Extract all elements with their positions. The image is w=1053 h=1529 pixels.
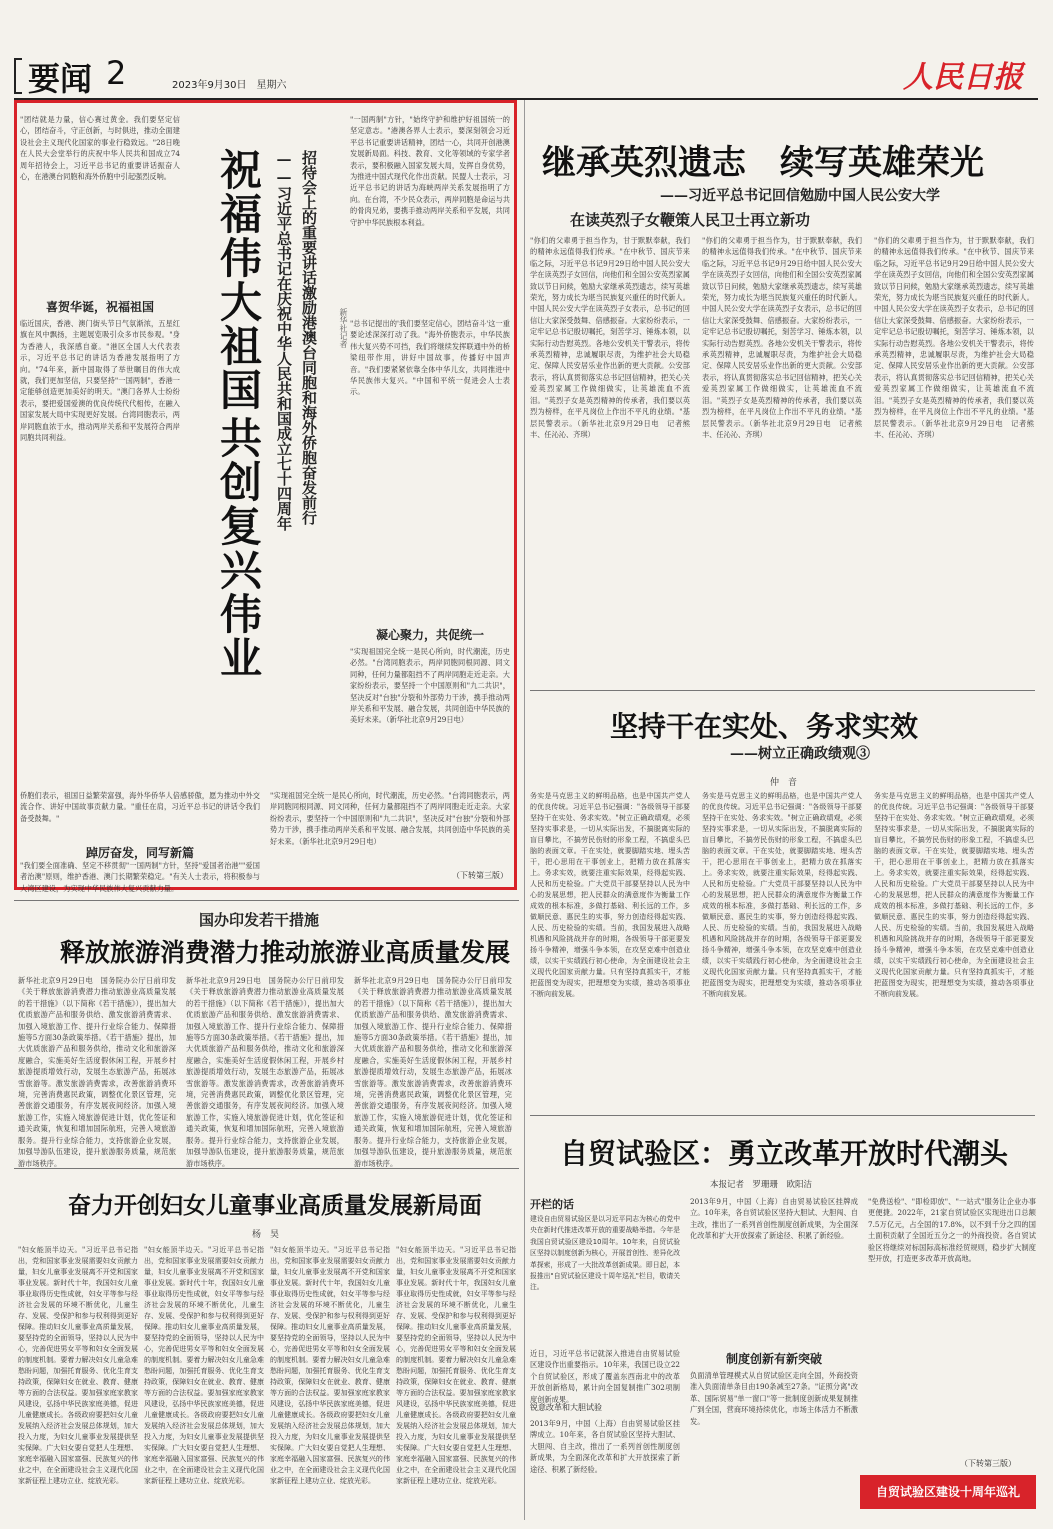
ftz-editor-note: 建设自由贸易试验区是以习近平同志为核心的党中央在新时代推进改革开放的重要战略举措。今年是我国自贸试验区建设10周年。10年来，自贸试验区坚持以制度创新为核心，开展首创性、差异化改革探索，形成了一大批改革创新成果。即日起，本报推出"自贸试验区建设十周年巡礼"栏目，敬请关注。 [530, 1215, 680, 1292]
ftz-col1-heading1: 锐意改革和大胆试验 [530, 1403, 602, 1412]
lead-article [20, 108, 510, 893]
police-body-col2: "你们的父辈勇于担当作为，甘于默默奉献，我们的精神永远值得我们传承。"在中秋节、国庆节来临之际，习近平总书记9月29日给中国人民公安大学在读英烈子女回信，向他们和全国公安英烈家属致以节日问候，勉励大家继承英烈遗志，续写英雄荣光，努力成长为堪当民族复兴重任的时代新人。中国人民公安大学在读英烈子女表示，总书记的回信让大家深受鼓舞、倍感振奋。大家纷纷表示，一定牢记总书记殷切嘱托，刻苦学习、锤炼本领，以实际行动告慰英烈。各地公安机关干警表示，将传承英烈精神，忠诚履职尽责，为维护社会大局稳定、保障人民安居乐业作出新的更大贡献。公安部表示，将认真贯彻落实总书记回信精神，把关心关爱英烈家属工作做细做实，让英雄流血不流泪。"英烈子女是英烈精神的传承者，我们要以英烈为榜样，在平凡岗位上作出不平凡的业绩。"基层民警表示。（新华社北京9月29日电 记者熊丰、任沁沁、齐琪） [702, 236, 862, 439]
lead-col1-last: "我们要全面准确、坚定不移贯彻"一国两制"方针，坚持"爱国者治港""爱国者治澳"原则，维护香港、澳门长期繁荣稳定。"有关人士表示，将积极参与大湾区建设，为实现中华民族伟大复兴贡献力量。 [20, 861, 260, 893]
police-body-col3: "你们的父辈勇于担当作为，甘于默默奉献，我们的精神永远值得我们传承。"在中秋节、国庆节来临之际，习近平总书记9月29日给中国人民公安大学在读英烈子女回信，向他们和全国公安英烈家属致以节日问候，勉励大家继承英烈遗志，续写英雄荣光，努力成长为堪当民族复兴重任的时代新人。中国人民公安大学在读英烈子女表示，总书记的回信让大家深受鼓舞、倍感振奋。大家纷纷表示，一定牢记总书记殷切嘱托，刻苦学习、锤炼本领，以实际行动告慰英烈。各地公安机关干警表示，将传承英烈精神，忠诚履职尽责，为维护社会大局稳定、保障人民安居乐业作出新的更大贡献。公安部表示，将认真贯彻落实总书记回信精神，把关心关爱英烈家属工作做细做实，让英雄流血不流泪。"英烈子女是英烈精神的传承者，我们要以英烈为榜样，在平凡岗位上作出不平凡的业绩。"基层民警表示。（新华社北京9月29日电 记者熊丰、任沁沁、齐琪） [874, 236, 1034, 439]
lead-title-part1: 祝福伟大祖国 [214, 148, 263, 412]
results-body-col3: 务实是马克思主义的鲜明品格，也是中国共产党人的优良传统。习近平总书记强调："各级领导干部要坚持干在实处、务求实效。"树立正确政绩观，必须坚持实事求是，一切从实际出发，不搞脱离实际的盲目攀比，不搞劳民伤财的形象工程，不搞虚头巴脑的表面文章。干在实处，就要脚踏实地、埋头苦干，把心思用在干事创业上，把精力放在抓落实上。务求实效，就要注重实际效果，经得起实践、人民和历史检验。广大党员干部要坚持以人民为中心的发展思想，把人民群众的满意度作为衡量工作成效的根本标准，多做打基础、利长远的工作，多做顺民意、惠民生的实事，努力创造经得起实践、人民、历史检验的实绩。当前，我国发展进入战略机遇和风险挑战并存的时期，各级领导干部更要发扬斗争精神，增强斗争本领，在攻坚克难中创造业绩，以实干实绩践行初心使命，为全面建设社会主义现代化国家贡献力量。只有坚持真抓实干，才能把蓝图变为现实，把理想变为实绩，推动各项事业不断向前发展。 [874, 792, 1034, 998]
tourism-body-col3: 新华社北京9月29日电 国务院办公厅日前印发《关于释放旅游消费潜力推动旅游业高质量发展的若干措施》（以下简称《若干措施》），提出加大优质旅游产品和服务供给、激发旅游消费需求、加强入境旅游工作、提升行业综合能力、保障措施等5方面30条政策举措。《若干措施》提出，加大优质旅游产品和服务供给，推动文化和旅游深度融合，实施美好生活度假休闲工程，开展乡村旅游提质增效行动，发展生态旅游产品，拓展冰雪旅游等。激发旅游消费需求，改善旅游消费环境，完善消费惠民政策，调整优化景区管理，完善旅游交通服务，有序发展夜间经济。加强入境旅游工作，实施入境旅游促进计划，优化签证和通关政策，恢复和增加国际航班，完善入境旅游服务。提升行业综合能力，支持旅游企业发展，加强导游队伍建设，提升旅游服务质量，规范旅游市场秩序。 [354, 976, 512, 1168]
lead-subtitle-line1: ——习近平总书记在庆祝中华人民共和国成立七十四周年 [275, 150, 293, 531]
lead-section3-heading: 凝心聚力，共促统一 [375, 628, 484, 642]
results-subtitle: ——树立正确政绩观③ [730, 746, 870, 762]
column-separator [524, 100, 525, 1520]
women-article [14, 1175, 519, 1520]
rule-tourism-top [14, 900, 519, 901]
lead-col1-bottom: 侨胞们表示，祖国日益繁荣富强，海外华侨华人倍感骄傲，愿为推动中外交流合作、讲好中国故事贡献力量。"重任在肩，习近平总书记的讲话令我们备受鼓舞。" [20, 791, 260, 823]
lead-jump: （下转第三版） [452, 871, 508, 880]
lead-col2-extra: "实现祖国完全统一是民心所向，时代潮流，历史必然。"台湾同胞表示，两岸同胞同根同源、同文同种，任何力量都阻挡不了两岸同胞走近走亲。大家纷纷表示，要坚持一个中国原则和"九二共识"，坚决反对"台独"分裂和外部势力干涉，携手推动两岸关系和平发展、融合发展，共同创造中华民族的美好未来。（新华社北京9月29日电） [270, 791, 510, 846]
lead-col2-bottom: "实现祖国完全统一是民心所向，时代潮流，历史必然。"台湾同胞表示，两岸同胞同根同源、同文同种，任何力量都阻挡不了两岸同胞走近走亲。大家纷纷表示，要坚持一个中国原则和"九二共识"，坚决反对"台独"分裂和外部势力干涉，携手推动两岸关系和平发展、融合发展，共同创造中华民族的美好未来。（新华社北京9月29日电） [350, 647, 510, 725]
date-line: 2023年9月30日 星期六 [172, 80, 287, 91]
police-subtitle2: 在读英烈子女鞭策人民卫士再立新功 [570, 211, 811, 229]
police-title: 继承英烈遗志 续写英雄荣光 [542, 143, 984, 183]
results-author: 仲 音 [770, 778, 798, 788]
section-name: 要闻 [28, 60, 93, 98]
rule-tourism-bottom [14, 1168, 519, 1169]
women-body-col3: "妇女能顶半边天。"习近平总书记指出，党和国家事业发展需要妇女贡献力量，妇女儿童事业发展离不开党和国家事业发展。新时代十年，我国妇女儿童事业取得历史性成就，妇女平等参与经济社会发展的环境不断优化，儿童生存、发展、受保护和参与权利得到更好保障。推动妇女儿童事业高质量发展，要坚持党的全面领导，坚持以人民为中心，完善促进男女平等和妇女全面发展的制度机制。要着力解决妇女儿童急难愁盼问题，加强托育服务、优化生育支持政策，保障妇女在就业、教育、健康等方面的合法权益。要加强家庭家教家风建设，弘扬中华民族家庭美德，促进儿童健康成长。各级政府要把妇女儿童发展纳入经济社会发展总体规划，加大投入力度，为妇女儿童事业发展提供坚实保障。广大妇女要自觉把人生理想、家庭幸福融入国家富强、民族复兴的伟业之中，在全面建设社会主义现代化国家新征程上建功立业、绽放光彩。 [270, 1246, 390, 1485]
ftz-article [530, 1120, 1045, 1520]
lead-section1-heading: 喜贺华诞，祝福祖国 [45, 300, 154, 314]
lead-subtitle-line2: 招待会上的重要讲话激励港澳台同胞和海外侨胞奋发前行 [300, 150, 318, 525]
page-number: 2 [106, 54, 127, 92]
police-subtitle: ——习近平总书记回信勉励中国人民公安大学 [660, 188, 940, 204]
results-body-col1: 务实是马克思主义的鲜明品格，也是中国共产党人的优良传统。习近平总书记强调："各级领导干部要坚持干在实处、务求实效。"树立正确政绩观，必须坚持实事求是，一切从实际出发，不搞脱离实际的盲目攀比，不搞劳民伤财的形象工程，不搞虚头巴脑的表面文章。干在实处，就要脚踏实地、埋头苦干，把心思用在干事创业上，把精力放在抓落实上。务求实效，就要注重实际效果，经得起实践、人民和历史检验。广大党员干部要坚持以人民为中心的发展思想，把人民群众的满意度作为衡量工作成效的根本标准，多做打基础、利长远的工作，多做顺民意、惠民生的实事，努力创造经得起实践、人民、历史检验的实绩。当前，我国发展进入战略机遇和风险挑战并存的时期，各级领导干部更要发扬斗争精神，增强斗争本领，在攻坚克难中创造业绩，以实干实绩践行初心使命，为全面建设社会主义现代化国家贡献力量。只有坚持真抓实干，才能把蓝图变为现实，把理想变为实绩，推动各项事业不断向前发展。 [530, 792, 690, 998]
lead-col1-mid: 临近国庆，香港、澳门街头节日气氛渐浓，五星红旗在风中飘扬，主题展览吸引众多市民参观。"身为香港人，我深感自豪。"港区全国人大代表表示，习近平总书记的讲话为香港发展指明了方向。"74年来，新中国取得了举世瞩目的伟大成就，我们更加坚信，只要坚持"一国两制"，香港一定能够创造更加美好的明天。"澳门各界人士纷纷表示，要把爱国爱澳的优良传统代代相传，在融入国家发展大局中实现更好发展。台湾同胞表示，两岸同胞血浓于水，推动两岸关系和平发展符合两岸同胞共同利益。 [20, 319, 180, 443]
women-body-col2: "妇女能顶半边天。"习近平总书记指出，党和国家事业发展需要妇女贡献力量，妇女儿童事业发展离不开党和国家事业发展。新时代十年，我国妇女儿童事业取得历史性成就，妇女平等参与经济社会发展的环境不断优化，儿童生存、发展、受保护和参与权利得到更好保障。推动妇女儿童事业高质量发展，要坚持党的全面领导，坚持以人民为中心，完善促进男女平等和妇女全面发展的制度机制。要着力解决妇女儿童急难愁盼问题，加强托育服务、优化生育支持政策，保障妇女在就业、教育、健康等方面的合法权益。要加强家庭家教家风建设，弘扬中华民族家庭美德，促进儿童健康成长。各级政府要把妇女儿童发展纳入经济社会发展总体规划，加大投入力度，为妇女儿童事业发展提供坚实保障。广大妇女要自觉把人生理想、家庭幸福融入国家富强、民族复兴的伟业之中，在全面建设社会主义现代化国家新征程上建功立业、绽放光彩。 [144, 1246, 264, 1485]
rule-police [530, 690, 1035, 691]
ftz-jump: （下转第三版） [960, 1459, 1016, 1468]
results-body-col2: 务实是马克思主义的鲜明品格，也是中国共产党人的优良传统。习近平总书记强调："各级领导干部要坚持干在实处、务求实效。"树立正确政绩观，必须坚持实事求是，一切从实际出发，不搞脱离实际的盲目攀比，不搞劳民伤财的形象工程，不搞虚头巴脑的表面文章。干在实处，就要脚踏实地、埋头苦干，把心思用在干事创业上，把精力放在抓落实上。务求实效，就要注重实际效果，经得起实践、人民和历史检验。广大党员干部要坚持以人民为中心的发展思想，把人民群众的满意度作为衡量工作成效的根本标准，多做打基础、利长远的工作，多做顺民意、惠民生的实事，努力创造经得起实践、人民、历史检验的实绩。当前，我国发展进入战略机遇和风险挑战并存的时期，各级领导干部更要发扬斗争精神，增强斗争本领，在攻坚克难中创造业绩，以实干实绩践行初心使命，为全面建设社会主义现代化国家贡献力量。只有坚持真抓实干，才能把蓝图变为现实，把理想变为实绩，推动各项事业不断向前发展。 [702, 792, 862, 998]
lead-title-part2: 共创复兴伟业 [214, 416, 263, 680]
women-title: 奋力开创妇女儿童事业高质量发展新局面 [68, 1192, 482, 1219]
tourism-title: 释放旅游消费潜力推动旅游业高质量发展 [60, 938, 511, 967]
results-title: 坚持干在实处、务求实效 [610, 710, 919, 743]
ftz-col2-heading: 制度创新有新突破 [725, 1352, 822, 1366]
lead-section2-heading: 踔厉奋发，同写新篇 [85, 846, 194, 860]
tourism-kicker: 国办印发若干措施 [199, 911, 320, 929]
police-article [530, 105, 1045, 685]
tourism-article [14, 905, 519, 1168]
ftz-col2-top: 2013年9月，中国（上海）自由贸易试验区挂牌成立。10年来，各自贸试验区坚持大胆试、大胆闯、自主改，推出了一系列首创性制度创新成果，为全面深化改革和扩大开放探索了新途径、积累了新经验。 [690, 1197, 858, 1241]
lead-col1-top: "团结就是力量，信心赛过黄金。我们要坚定信心，团结奋斗，守正创新，与时俱进，推动全面建设社会主义现代化国家的事业行稳致远。"28日晚在人民大会堂举行的庆祝中华人民共和国成立74周年招待会上，习近平总书记的重要讲话振奋人心，在港澳台同胞和海外侨胞中引起强烈反响。 [20, 115, 180, 182]
police-body-col1: "你们的父辈勇于担当作为，甘于默默奉献，我们的精神永远值得我们传承。"在中秋节、国庆节来临之际，习近平总书记9月29日给中国人民公安大学在读英烈子女回信，向他们和全国公安英烈家属致以节日问候，勉励大家继承英烈遗志，续写英雄荣光，努力成长为堪当民族复兴重任的时代新人。中国人民公安大学在读英烈子女表示，总书记的回信让大家深受鼓舞、倍感振奋。大家纷纷表示，一定牢记总书记殷切嘱托，刻苦学习、锤炼本领，以实际行动告慰英烈。各地公安机关干警表示，将传承英烈精神，忠诚履职尽责，为维护社会大局稳定、保障人民安居乐业作出新的更大贡献。公安部表示，将认真贯彻落实总书记回信精神，把关心关爱英烈家属工作做细做实，让英雄流血不流泪。"英烈子女是英烈精神的传承者，我们要以英烈为榜样，在平凡岗位上作出不平凡的业绩。"基层民警表示。（新华社北京9月29日电 记者熊丰、任沁沁、齐琪） [530, 236, 690, 439]
lead-col2-top: "一国两制"方针，"始终守护和维护好祖国统一的坚定意志。"港澳各界人士表示，要深刻领会习近平总书记重要讲话精神，团结一心，共同开创港澳发展新局面。科技、教育、文化等领域的专家学者表示，要积极融入国家发展大局，发挥自身优势，为推进中国式现代化作出贡献。民盟人士表示，习近平总书记的讲话为海峡两岸关系发展指明了方向。在台湾，不少民众表示，两岸同胞是命运与共的骨肉兄弟，要携手推动两岸关系和平发展，共同守护中华民族根本利益。 [350, 115, 510, 227]
women-author: 杨 昊 [252, 1230, 280, 1240]
ftz-editor-note-heading: 开栏的话 [530, 1198, 574, 1211]
tourism-body-col1: 新华社北京9月29日电 国务院办公厅日前印发《关于释放旅游消费潜力推动旅游业高质量发展的若干措施》（以下简称《若干措施》），提出加大优质旅游产品和服务供给、激发旅游消费需求、加强入境旅游工作、提升行业综合能力、保障措施等5方面30条政策举措。《若干措施》提出，加大优质旅游产品和服务供给，推动文化和旅游深度融合，实施美好生活度假休闲工程，开展乡村旅游提质增效行动，发展生态旅游产品，拓展冰雪旅游等。激发旅游消费需求，改善旅游消费环境，完善消费惠民政策，调整优化景区管理，完善旅游交通服务，有序发展夜间经济。加强入境旅游工作，实施入境旅游促进计划，优化签证和通关政策，恢复和增加国际航班，完善入境旅游服务。提升行业综合能力，支持旅游企业发展，加强导游队伍建设，提升旅游服务质量，规范旅游市场秩序。 [18, 976, 176, 1168]
women-body-col4: "妇女能顶半边天。"习近平总书记指出，党和国家事业发展需要妇女贡献力量，妇女儿童事业发展离不开党和国家事业发展。新时代十年，我国妇女儿童事业取得历史性成就，妇女平等参与经济社会发展的环境不断优化，儿童生存、发展、受保护和参与权利得到更好保障。推动妇女儿童事业高质量发展，要坚持党的全面领导，坚持以人民为中心，完善促进男女平等和妇女全面发展的制度机制。要着力解决妇女儿童急难愁盼问题，加强托育服务、优化生育支持政策，保障妇女在就业、教育、健康等方面的合法权益。要加强家庭家教家风建设，弘扬中华民族家庭美德，促进儿童健康成长。各级政府要把妇女儿童发展纳入经济社会发展总体规划，加大投入力度，为妇女儿童事业发展提供坚实保障。广大妇女要自觉把人生理想、家庭幸福融入国家富强、民族复兴的伟业之中，在全面建设社会主义现代化国家新征程上建功立业、绽放光彩。 [396, 1246, 516, 1485]
section-bracket-icon [14, 58, 22, 94]
lead-byline: 新华社记者 [339, 308, 348, 348]
ftz-col2: 负面清单管理模式从自贸试验区走向全国，外商投资准入负面清单条目由190条减至27条。"证照分离"改革、国际贸易"单一窗口"等一批制度创新成果复制推广到全国，营商环境持续优化，市场主体活力不断激发。 [690, 1371, 858, 1426]
ftz-byline: 本报记者 罗珊珊 欧阳洁 [710, 1180, 813, 1190]
tourism-body-col2: 新华社北京9月29日电 国务院办公厅日前印发《关于释放旅游消费潜力推动旅游业高质量发展的若干措施》（以下简称《若干措施》），提出加大优质旅游产品和服务供给、激发旅游消费需求、加强入境旅游工作、提升行业综合能力、保障措施等5方面30条政策举措。《若干措施》提出，加大优质旅游产品和服务供给，推动文化和旅游深度融合，实施美好生活度假休闲工程，开展乡村旅游提质增效行动，发展生态旅游产品，拓展冰雪旅游等。激发旅游消费需求，改善旅游消费环境，完善消费惠民政策，调整优化景区管理，完善旅游交通服务，有序发展夜间经济。加强入境旅游工作，实施入境旅游促进计划，优化签证和通关政策，恢复和增加国际航班，完善入境旅游服务。提升行业综合能力，支持旅游企业发展，加强导游队伍建设，提升旅游服务质量，规范旅游市场秩序。 [186, 976, 344, 1168]
ftz-col3: "免费送检"、"即检即放"、"一站式"服务让企业办事更便捷。2022年，21家自贸试验区实现进出口总额7.5万亿元，占全国的17.8%，以不到千分之四的国土面积贡献了全国近五分之一的外商投资。各自贸试验区将继续对标国际高标准经贸规则，稳步扩大制度型开放，打造更多改革开放高地。 [868, 1197, 1036, 1264]
women-body-col1: "妇女能顶半边天。"习近平总书记指出，党和国家事业发展需要妇女贡献力量，妇女儿童事业发展离不开党和国家事业发展。新时代十年，我国妇女儿童事业取得历史性成就，妇女平等参与经济社会发展的环境不断优化，儿童生存、发展、受保护和参与权利得到更好保障。推动妇女儿童事业高质量发展，要坚持党的全面领导，坚持以人民为中心，完善促进男女平等和妇女全面发展的制度机制。要着力解决妇女儿童急难愁盼问题，加强托育服务、优化生育支持政策，保障妇女在就业、教育、健康等方面的合法权益。要加强家庭家教家风建设，弘扬中华民族家庭美德，促进儿童健康成长。各级政府要把妇女儿童发展纳入经济社会发展总体规划，加大投入力度，为妇女儿童事业发展提供坚实保障。广大妇女要自觉把人生理想、家庭幸福融入国家富强、民族复兴的伟业之中，在全面建设社会主义现代化国家新征程上建功立业、绽放光彩。 [18, 1246, 138, 1485]
results-article [530, 695, 1045, 1110]
ftz-col1: 近日，习近平总书记就深入推进自由贸易试验区建设作出重要指示。10年来，我国已设立22个自贸试验区，形成了覆盖东西南北中的改革开放创新格局，累计向全国复制推广302项制度创新成果。 [530, 1349, 680, 1404]
rule-results [530, 1115, 1035, 1116]
ftz-title: 自贸试验区：勇立改革开放时代潮头 [560, 1137, 1009, 1170]
masthead [10, 40, 1043, 100]
ftz-series-badge: 自贸试验区建设十周年巡礼 [860, 1475, 1036, 1509]
lead-col2-mid: "总书记提出的'我们要坚定信心，团结奋斗'这一重要论述深深打动了我。"海外侨胞表示，中华民族伟大复兴势不可挡，我们将继续发挥联通中外的桥梁纽带作用，讲好中国故事，传播好中国声音。"我们要紧紧依靠全体中华儿女，共同推进中华民族伟大复兴。"中国和平统一促进会人士表示。 [350, 319, 510, 397]
paper-logo: 人民日报 [903, 60, 1023, 95]
ftz-col1b: 2013年9月，中国（上海）自由贸易试验区挂牌成立。10年来，各自贸试验区坚持大胆试、大胆闯、自主改，推出了一系列首创性制度创新成果，为全面深化改革和扩大开放探索了新途径、积累了新经验。 [530, 1419, 680, 1474]
